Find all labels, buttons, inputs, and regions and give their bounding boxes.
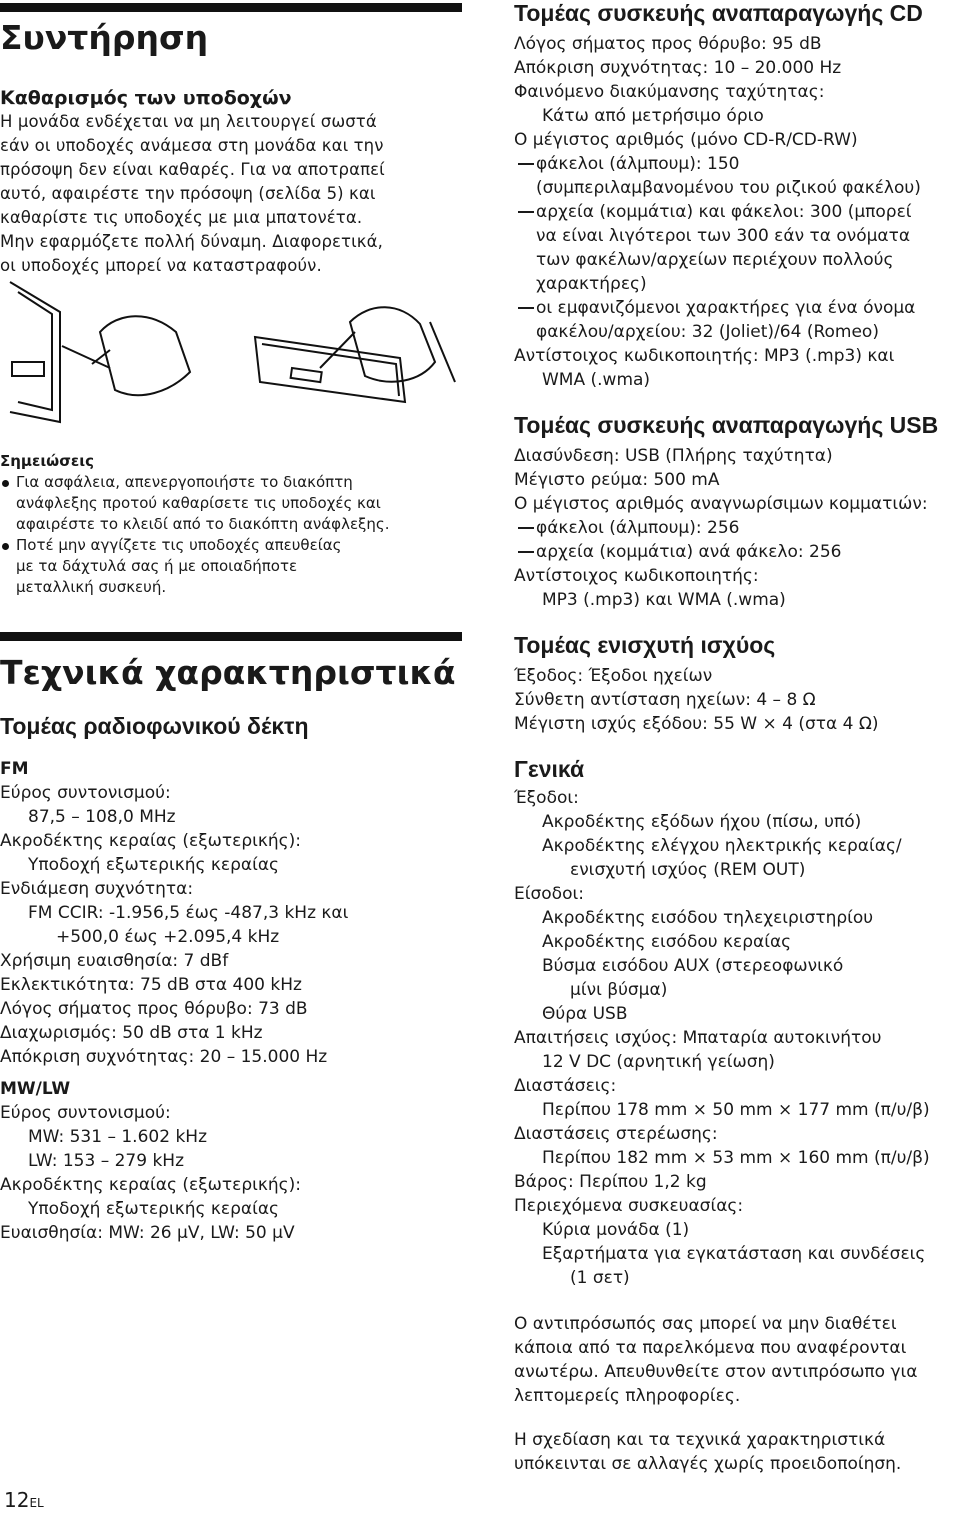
- general-specs: [514, 786, 954, 1290]
- spec-text: Κάτω από μετρήσιμο όριο: [542, 106, 764, 126]
- note-item: [0, 472, 462, 535]
- spec-line: [514, 1098, 954, 1122]
- notes-section: [0, 450, 462, 598]
- note-line: με τα δάχτυλά σας ή με οποιαδήποτε: [16, 557, 298, 575]
- spec-line: [514, 492, 954, 516]
- spec-line: [514, 1170, 954, 1194]
- maintenance-title: Συντήρηση: [0, 18, 209, 57]
- spec-line: [514, 1266, 954, 1290]
- spec-line: [514, 882, 954, 906]
- spec-line: [514, 810, 954, 834]
- fm-label: FM: [0, 759, 29, 779]
- body-line: οι υποδοχές μπορεί να καταστραφούν.: [0, 256, 322, 275]
- spec-line: [514, 540, 954, 564]
- spec-text: Ο μέγιστος αριθμός (μόνο CD-R/CD-RW): [514, 130, 858, 150]
- spec-line: [0, 1221, 462, 1245]
- cleaning-illustration: [0, 272, 462, 430]
- spec-line: [0, 781, 462, 805]
- spec-text: Ακροδέκτης ελέγχου ηλεκτρικής κεραίας/: [542, 836, 902, 856]
- page-number: 12EL: [4, 1488, 44, 1512]
- spec-text: LW: 153 – 279 kHz: [28, 1151, 185, 1171]
- spec-line: [0, 1101, 462, 1125]
- bullet-icon: [2, 480, 9, 487]
- fm-specs: [0, 781, 462, 1069]
- spec-text: Μέγιστη ισχύς εξόδου: 55 W × 4 (στα 4 Ω): [514, 714, 879, 734]
- tuner-title: Τομέας ραδιοφωνικού δέκτη: [0, 713, 309, 739]
- spec-line: [514, 104, 954, 128]
- usb-specs: [514, 444, 954, 612]
- dealer-line: λεπτομερείς πληροφορίες.: [514, 1386, 741, 1406]
- spec-line: [514, 272, 954, 296]
- spec-text: Εύρος συντονισμού:: [0, 1103, 171, 1123]
- spec-text: Θύρα USB: [542, 1004, 628, 1024]
- spec-line: [0, 1021, 462, 1045]
- notice-line: Η σχεδίαση και τα τεχνικά χαρακτηριστικά: [514, 1430, 886, 1450]
- note-line: Για ασφάλεια, απενεργοποιήστε το διακόπτη: [16, 473, 353, 491]
- spec-text: (1 σετ): [570, 1268, 630, 1288]
- spec-text: Ακροδέκτης εισόδου κεραίας: [542, 932, 792, 952]
- specs-section: [0, 632, 462, 1245]
- spec-line: [514, 32, 954, 56]
- dash-icon: [518, 211, 534, 213]
- spec-line: [0, 829, 462, 853]
- spec-line: [514, 712, 954, 736]
- spec-text: Ακροδέκτης κεραίας (εξωτερικής):: [0, 1175, 302, 1195]
- spec-text: αρχεία (κομμάτια) ανά φάκελο: 256: [536, 542, 842, 562]
- mwlw-specs: [0, 1101, 462, 1245]
- mwlw-label: MW/LW: [0, 1079, 71, 1099]
- spec-line: [514, 588, 954, 612]
- cd-title: Τομέας συσκευής αναπαραγωγής CD: [514, 0, 923, 26]
- bullet-icon: [2, 543, 9, 550]
- body-line: εάν οι υποδοχές ανάμεσα στη μονάδα και την: [0, 136, 384, 155]
- body-line: καθαρίστε τις υποδοχές με μια μπατονέτα.: [0, 208, 363, 227]
- spec-line: [514, 1242, 954, 1266]
- spec-line: [514, 858, 954, 882]
- note-item: [0, 535, 462, 598]
- spec-text: να είναι λιγότεροι των 300 εάν τα ονόματα: [536, 226, 911, 246]
- spec-text: Περίπου 182 mm × 53 mm × 160 mm (π/υ/β): [542, 1148, 930, 1168]
- spec-text: MW: 531 – 1.602 kHz: [28, 1127, 207, 1147]
- notes-title: Σημειώσεις: [0, 452, 94, 470]
- spec-text: Λόγος σήματος προς θόρυβο: 73 dB: [0, 999, 308, 1019]
- amp-specs: [514, 664, 954, 736]
- spec-text: Έξοδος: Έξοδοι ηχείων: [514, 666, 713, 686]
- section-rule: [0, 632, 462, 641]
- spec-line: [514, 152, 954, 176]
- spec-text: Εύρος συντονισμού:: [0, 783, 171, 803]
- spec-text: +500,0 έως +2.095,4 kHz: [56, 927, 280, 947]
- notice-line: υπόκεινται σε αλλαγές χωρίς προειδοποίηση.: [514, 1454, 902, 1474]
- spec-text: Κύρια μονάδα (1): [542, 1220, 690, 1240]
- spec-text: Αντίστοιχος κωδικοποιητής: MP3 (.mp3) και: [514, 346, 895, 366]
- spec-line: [514, 564, 954, 588]
- spec-text: Υποδοχή εξωτερικής κεραίας: [28, 1199, 280, 1219]
- spec-line: [514, 1050, 954, 1074]
- spec-line: [514, 786, 954, 810]
- spec-text: Εκλεκτικότητα: 75 dB στα 400 kHz: [0, 975, 302, 995]
- spec-text: Διαχωρισμός: 50 dB στα 1 kHz: [0, 1023, 263, 1043]
- spec-text: 87,5 – 108,0 MHz: [28, 807, 176, 827]
- spec-text: Απόκριση συχνότητας: 10 – 20.000 Hz: [514, 58, 842, 78]
- body-line: αυτό, αφαιρέστε την πρόσοψη (σελίδα 5) και: [0, 184, 376, 203]
- spec-line: [0, 1173, 462, 1197]
- spec-line: [0, 1045, 462, 1069]
- spec-text: Ευαισθησία: MW: 26 μV, LW: 50 μV: [0, 1223, 295, 1243]
- spec-line: [514, 248, 954, 272]
- usb-title: Τομέας συσκευής αναπαραγωγής USB: [514, 412, 939, 438]
- body-line: Μην εφαρμόζετε πολλή δύναμη. Διαφορετικά,: [0, 232, 383, 251]
- spec-text: Εξαρτήματα για εγκατάσταση και συνδέσεις: [542, 1244, 926, 1264]
- body-line: Η μονάδα ενδέχεται να μη λειτουργεί σωστά: [0, 112, 377, 131]
- spec-text: Διαστάσεις στερέωσης:: [514, 1124, 718, 1144]
- spec-text: Φαινόμενο διακύμανσης ταχύτητας:: [514, 82, 825, 102]
- cleaning-title: Καθαρισμός των υποδοχών: [0, 87, 292, 109]
- spec-text: 12 V DC (αρνητική γείωση): [542, 1052, 775, 1072]
- spec-line: [0, 901, 462, 925]
- spec-line: [514, 906, 954, 930]
- spec-text: Απαιτήσεις ισχύος: Μπαταρία αυτοκινήτου: [514, 1028, 882, 1048]
- spec-line: [514, 1194, 954, 1218]
- spec-line: [514, 930, 954, 954]
- spec-text: Είσοδοι:: [514, 884, 584, 904]
- spec-line: [0, 973, 462, 997]
- general-title: Γενικά: [514, 756, 585, 782]
- spec-line: [514, 1146, 954, 1170]
- spec-text: Περιεχόμενα συσκευασίας:: [514, 1196, 744, 1216]
- note-line: μεταλλική συσκευή.: [16, 578, 167, 596]
- left-column: [0, 0, 462, 1512]
- dash-icon: [518, 551, 534, 553]
- spec-text: Βάρος: Περίπου 1,2 kg: [514, 1172, 707, 1192]
- spec-text: Ακροδέκτης κεραίας (εξωτερικής):: [0, 831, 302, 851]
- spec-text: φάκελοι (άλμπουμ): 256: [536, 518, 740, 538]
- spec-text: Χρήσιμη ευαισθησία: 7 dBf: [0, 951, 229, 971]
- spec-text: (συμπεριλαμβανομένου του ριζικού φακέλου): [536, 178, 921, 198]
- spec-line: [514, 80, 954, 104]
- dealer-line: Ο αντιπρόσωπός σας μπορεί να μην διαθέτει: [514, 1314, 897, 1334]
- spec-line: [514, 56, 954, 80]
- spec-text: Αντίστοιχος κωδικοποιητής:: [514, 566, 759, 586]
- spec-line: [514, 1218, 954, 1242]
- change-notice: [514, 1428, 954, 1476]
- spec-text: Διασύνδεση: USB (Πλήρης ταχύτητα): [514, 446, 833, 466]
- spec-text: Ο μέγιστος αριθμός αναγνωρίσιμων κομματιών:: [514, 494, 928, 514]
- dash-icon: [518, 527, 534, 529]
- spec-line: [514, 468, 954, 492]
- spec-text: των φακέλων/αρχείων περιέχουν πολλούς: [536, 250, 894, 270]
- spec-line: [0, 1125, 462, 1149]
- spec-text: Ακροδέκτης εισόδου τηλεχειριστηρίου: [542, 908, 874, 928]
- spec-text: φακέλου/αρχείου: 32 (Joliet)/64 (Romeo): [536, 322, 879, 342]
- spec-text: φάκελοι (άλμπουμ): 150: [536, 154, 740, 174]
- spec-text: Σύνθετη αντίσταση ηχείων: 4 – 8 Ω: [514, 690, 816, 710]
- spec-line: [0, 997, 462, 1021]
- spec-text: Έξοδοι:: [514, 788, 579, 808]
- dash-icon: [518, 307, 534, 309]
- cleaning-text: [0, 110, 462, 278]
- spec-text: αρχεία (κομμάτια) και φάκελοι: 300 (μπορεί: [536, 202, 912, 222]
- spec-line: [0, 925, 462, 949]
- spec-text: WMA (.wma): [542, 370, 651, 390]
- spec-line: [0, 1149, 462, 1173]
- note-line: ανάφλεξης προτού καθαρίσετε τις υποδοχές και: [16, 494, 381, 512]
- spec-text: Μέγιστο ρεύμα: 500 mA: [514, 470, 720, 490]
- spec-line: [514, 128, 954, 152]
- spec-line: [514, 516, 954, 540]
- amp-title: Τομέας ενισχυτή ισχύος: [514, 632, 776, 658]
- spec-text: Απόκριση συχνότητας: 20 – 15.000 Hz: [0, 1047, 328, 1067]
- right-column: [514, 0, 954, 1476]
- spec-line: [514, 954, 954, 978]
- dealer-line: κάποια από τα παρελκόμενα που αναφέρονται: [514, 1338, 907, 1358]
- dealer-note: [514, 1312, 954, 1408]
- spec-line: [514, 344, 954, 368]
- spec-text: MP3 (.mp3) και WMA (.wma): [542, 590, 786, 610]
- spec-text: Ενδιάμεση συχνότητα:: [0, 879, 194, 899]
- spec-line: [514, 320, 954, 344]
- spec-line: [514, 1074, 954, 1098]
- spec-line: [0, 1197, 462, 1221]
- spec-text: οι εμφανιζόμενοι χαρακτήρες για ένα όνομα: [536, 298, 916, 318]
- spec-line: [514, 1026, 954, 1050]
- dash-icon: [518, 163, 534, 165]
- spec-line: [514, 296, 954, 320]
- spec-line: [514, 1122, 954, 1146]
- spec-line: [514, 444, 954, 468]
- spec-line: [514, 688, 954, 712]
- cd-specs: [514, 32, 954, 392]
- spec-text: Ακροδέκτης εξόδων ήχου (πίσω, υπό): [542, 812, 862, 832]
- spec-text: ενισχυτή ισχύος (REM OUT): [570, 860, 806, 880]
- spec-text: Υποδοχή εξωτερικής κεραίας: [28, 855, 280, 875]
- spec-line: [514, 664, 954, 688]
- note-line: Ποτέ μην αγγίζετε τις υποδοχές απευθείας: [16, 536, 342, 554]
- spec-text: χαρακτήρες): [536, 274, 647, 294]
- spec-text: Περίπου 178 mm × 50 mm × 177 mm (π/υ/β): [542, 1100, 930, 1120]
- dealer-line: ανωτέρω. Απευθυνθείτε στον αντιπρόσωπο για: [514, 1362, 918, 1382]
- spec-line: [514, 224, 954, 248]
- spec-line: [514, 978, 954, 1002]
- spec-line: [514, 176, 954, 200]
- spec-line: [0, 949, 462, 973]
- section-rule: [0, 3, 462, 12]
- spec-line: [0, 877, 462, 901]
- body-line: πρόσοψη δεν είναι καθαρές. Για να αποτραπεί: [0, 160, 385, 179]
- spec-text: FM CCIR: -1.956,5 έως -487,3 kHz και: [28, 903, 349, 923]
- note-line: αφαιρέστε το κλειδί από το διακόπτη ανάφλεξης.: [16, 515, 390, 533]
- spec-line: [0, 805, 462, 829]
- spec-text: Λόγος σήματος προς θόρυβο: 95 dB: [514, 34, 822, 54]
- notes-list: [0, 472, 462, 598]
- spec-text: Διαστάσεις:: [514, 1076, 617, 1096]
- spec-text: μίνι βύσμα): [570, 980, 668, 1000]
- spec-line: [0, 853, 462, 877]
- spec-text: Βύσμα εισόδου AUX (στερεοφωνικό: [542, 956, 844, 976]
- spec-line: [514, 1002, 954, 1026]
- spec-line: [514, 368, 954, 392]
- spec-line: [514, 834, 954, 858]
- specs-title: Τεχνικά χαρακτηριστικά: [0, 653, 456, 692]
- spec-line: [514, 200, 954, 224]
